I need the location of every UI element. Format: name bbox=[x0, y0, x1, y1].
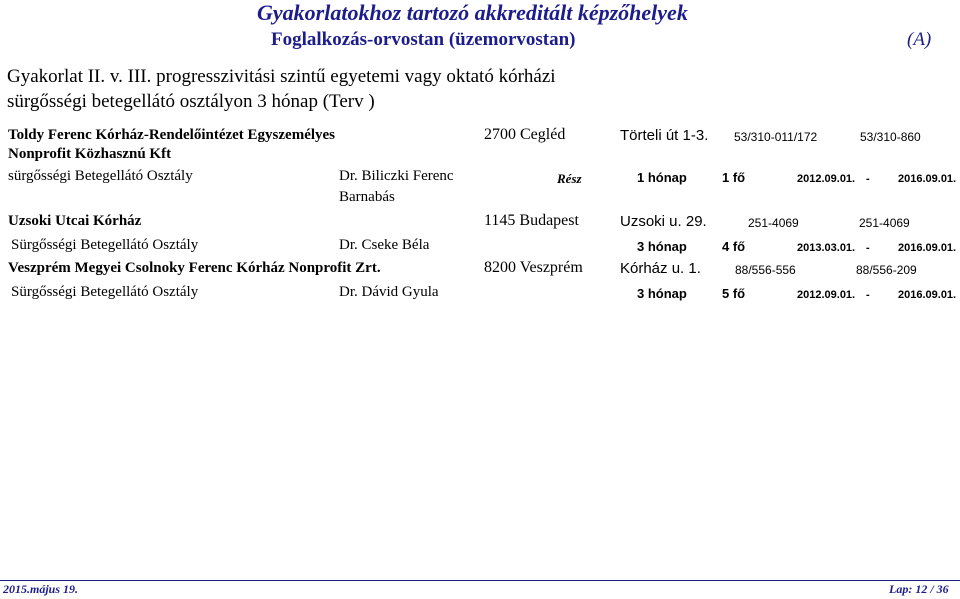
capacity: 5 fő bbox=[722, 286, 746, 301]
institution-name: Uzsoki Utcai Kórház bbox=[8, 213, 142, 229]
street-address: Kórház u. 1. bbox=[620, 260, 701, 277]
department-head: Dr. Biliczki Ferenc bbox=[339, 168, 454, 184]
duration: 3 hónap bbox=[637, 239, 687, 254]
department-name: sürgősségi Betegellátó Osztály bbox=[8, 168, 193, 184]
date-separator: - bbox=[866, 173, 870, 185]
department-head: Dr. Dávid Gyula bbox=[339, 284, 439, 300]
page-number: Lap: 12 / 36 bbox=[889, 582, 949, 596]
date-from: 2012.09.01. bbox=[797, 289, 856, 301]
program-code: (A) bbox=[907, 29, 932, 50]
fax-number: 53/310-860 bbox=[860, 130, 921, 144]
footer-divider bbox=[0, 580, 960, 581]
date-from: 2012.09.01. bbox=[797, 173, 856, 185]
institution-name: Toldy Ferenc Kórház-Rendelőintézet Egyszemélyes bbox=[8, 127, 336, 143]
institution-name-cont: Nonprofit Közhasznú Kft bbox=[8, 146, 172, 162]
scope-label: Rész bbox=[557, 171, 582, 186]
department-head: Dr. Cseke Béla bbox=[339, 237, 430, 253]
date-to: 2016.09.01. bbox=[898, 173, 957, 185]
street-address: Törteli út 1-3. bbox=[620, 127, 709, 144]
section-heading-line2: sürgősségi betegellátó osztályon 3 hónap (Terv ) bbox=[7, 91, 375, 112]
page-subtitle: Foglalkozás-orvostan (üzemorvostan) bbox=[271, 29, 576, 50]
fax-number: 88/556-209 bbox=[856, 263, 917, 277]
date-to: 2016.09.01. bbox=[898, 242, 957, 254]
fax-number: 251-4069 bbox=[859, 216, 910, 230]
zip-city: 8200 Veszprém bbox=[484, 259, 583, 276]
date-separator: - bbox=[866, 289, 870, 301]
date-from: 2013.03.01. bbox=[797, 242, 856, 254]
department-name: Sürgősségi Betegellátó Osztály bbox=[11, 284, 199, 300]
section-heading-line1: Gyakorlat II. v. III. progresszivitási szintű egyetemi vagy oktató kórházi bbox=[7, 66, 556, 87]
zip-city: 2700 Cegléd bbox=[484, 126, 566, 143]
duration: 1 hónap bbox=[637, 170, 687, 185]
street-address: Uzsoki u. 29. bbox=[620, 213, 707, 230]
institution-name: Veszprém Megyei Csolnoky Ferenc Kórház Nonprofit Zrt. bbox=[8, 260, 381, 276]
date-to: 2016.09.01. bbox=[898, 289, 957, 301]
capacity: 4 fő bbox=[722, 239, 746, 254]
duration: 3 hónap bbox=[637, 286, 687, 301]
footer-date: 2015.május 19. bbox=[3, 582, 79, 596]
phone-number: 53/310-011/172 bbox=[734, 130, 818, 144]
department-name: Sürgősségi Betegellátó Osztály bbox=[11, 237, 199, 253]
date-separator: - bbox=[866, 242, 870, 254]
capacity: 1 fő bbox=[722, 170, 746, 185]
phone-number: 251-4069 bbox=[748, 216, 799, 230]
phone-number: 88/556-556 bbox=[735, 263, 796, 277]
zip-city: 1145 Budapest bbox=[484, 212, 579, 229]
department-head-cont: Barnabás bbox=[339, 189, 395, 205]
page-title: Gyakorlatokhoz tartozó akkreditált képzőhelyek bbox=[257, 0, 688, 25]
